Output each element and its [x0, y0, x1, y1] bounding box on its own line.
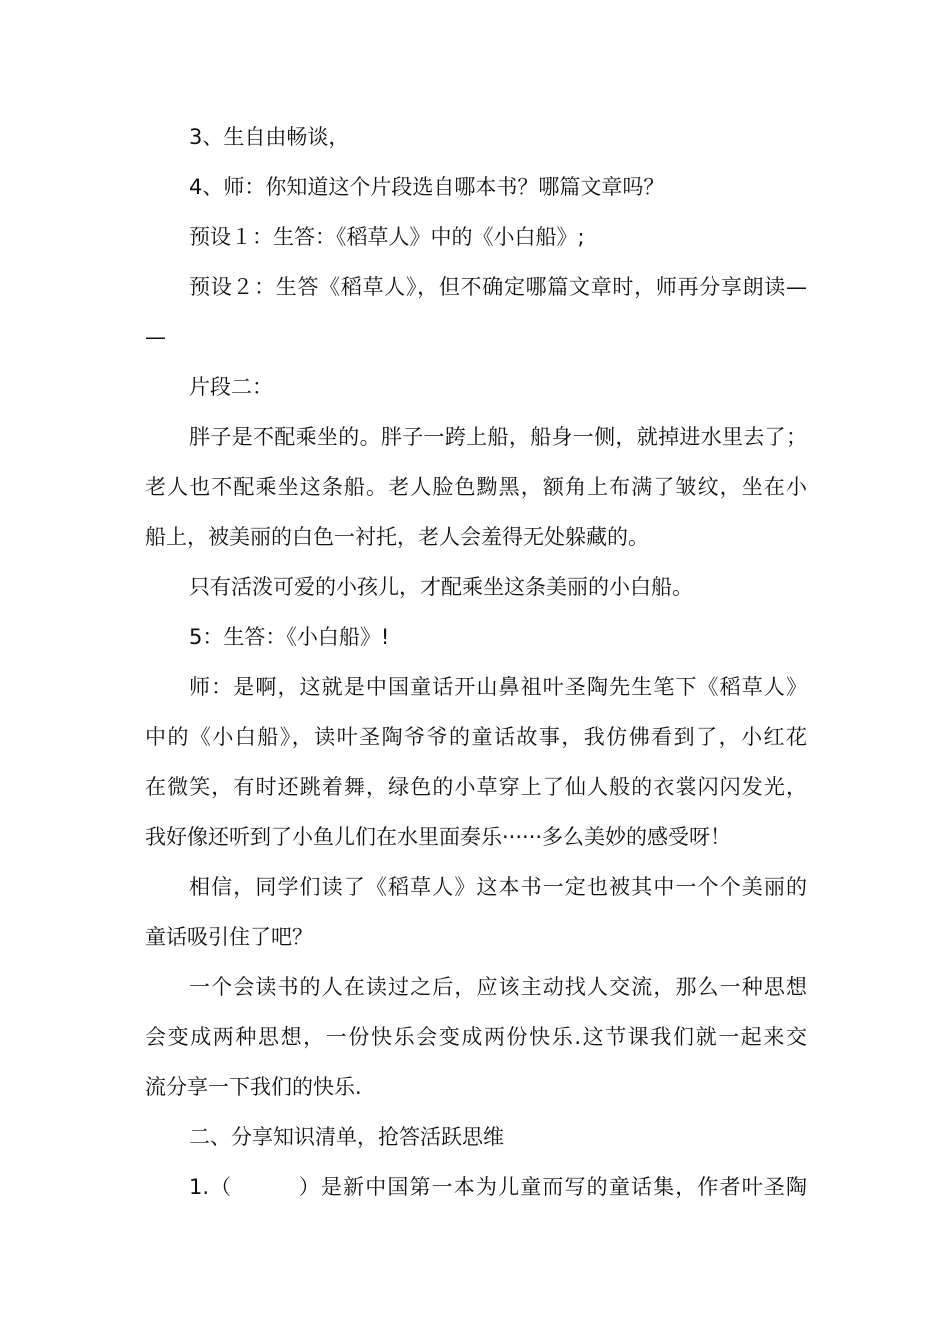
text-line: 童话吸引住了吧？ — [145, 925, 313, 949]
text-line: 只有活泼可爱的小孩儿，才配乘坐这条美丽的小白船。 — [189, 575, 693, 599]
text-line: 船上，被美丽的白色一衬托，老人会羞得无处躲藏的。 — [145, 525, 649, 549]
section-heading: 二、分享知识清单，抢答活跃思维 — [189, 1125, 504, 1149]
text-line: 预设２：生答《稻草人》，但不确定哪篇文章时，师再分享朗读— — [189, 275, 807, 299]
text-line: 相信，同学们读了《稻草人》这本书一定也被其中一个个美丽的 — [189, 875, 807, 899]
text-line: — — [145, 325, 166, 349]
text-line: 1.（ ）是新中国第一本为儿童而写的童话集，作者叶圣陶 — [189, 1175, 807, 1199]
text-line: 老人也不配乘坐这条船。老人脸色黝黑，额角上布满了皱纹，坐在小 — [145, 475, 807, 499]
text-line: 中的《小白船》，读叶圣陶爷爷的童话故事，我仿佛看到了，小红花 — [145, 725, 807, 749]
text-line: 在微笑，有时还跳着舞，绿色的小草穿上了仙人般的衣裳闪闪发光， — [145, 775, 807, 799]
text-line: 胖子是不配乘坐的。胖子一跨上船，船身一侧，就掉进水里去了； — [189, 425, 807, 449]
text-line: 流分享一下我们的快乐. — [145, 1075, 362, 1099]
text-line: 师：是啊，这就是中国童话开山鼻祖叶圣陶先生笔下《稻草人》 — [189, 675, 807, 699]
text-line: 会变成两种思想，一份快乐会变成两份快乐.这节课我们就一起来交 — [145, 1025, 807, 1049]
section-heading: 片段二： — [189, 375, 273, 399]
text-line: 我好像还听到了小鱼儿们在水里面奏乐······多么美妙的感受呀！ — [145, 825, 732, 849]
text-line: 4、师：你知道这个片段选自哪本书？哪篇文章吗？ — [189, 175, 665, 199]
text-line: 5：生答：《小白船》! — [189, 625, 390, 649]
text-line: 预设１：生答：《稻草人》中的《小白船》; — [189, 225, 585, 249]
text-line: 3、生自由畅谈， — [189, 125, 350, 149]
text-line: 一个会读书的人在读过之后，应该主动找人交流，那么一种思想 — [189, 975, 807, 999]
